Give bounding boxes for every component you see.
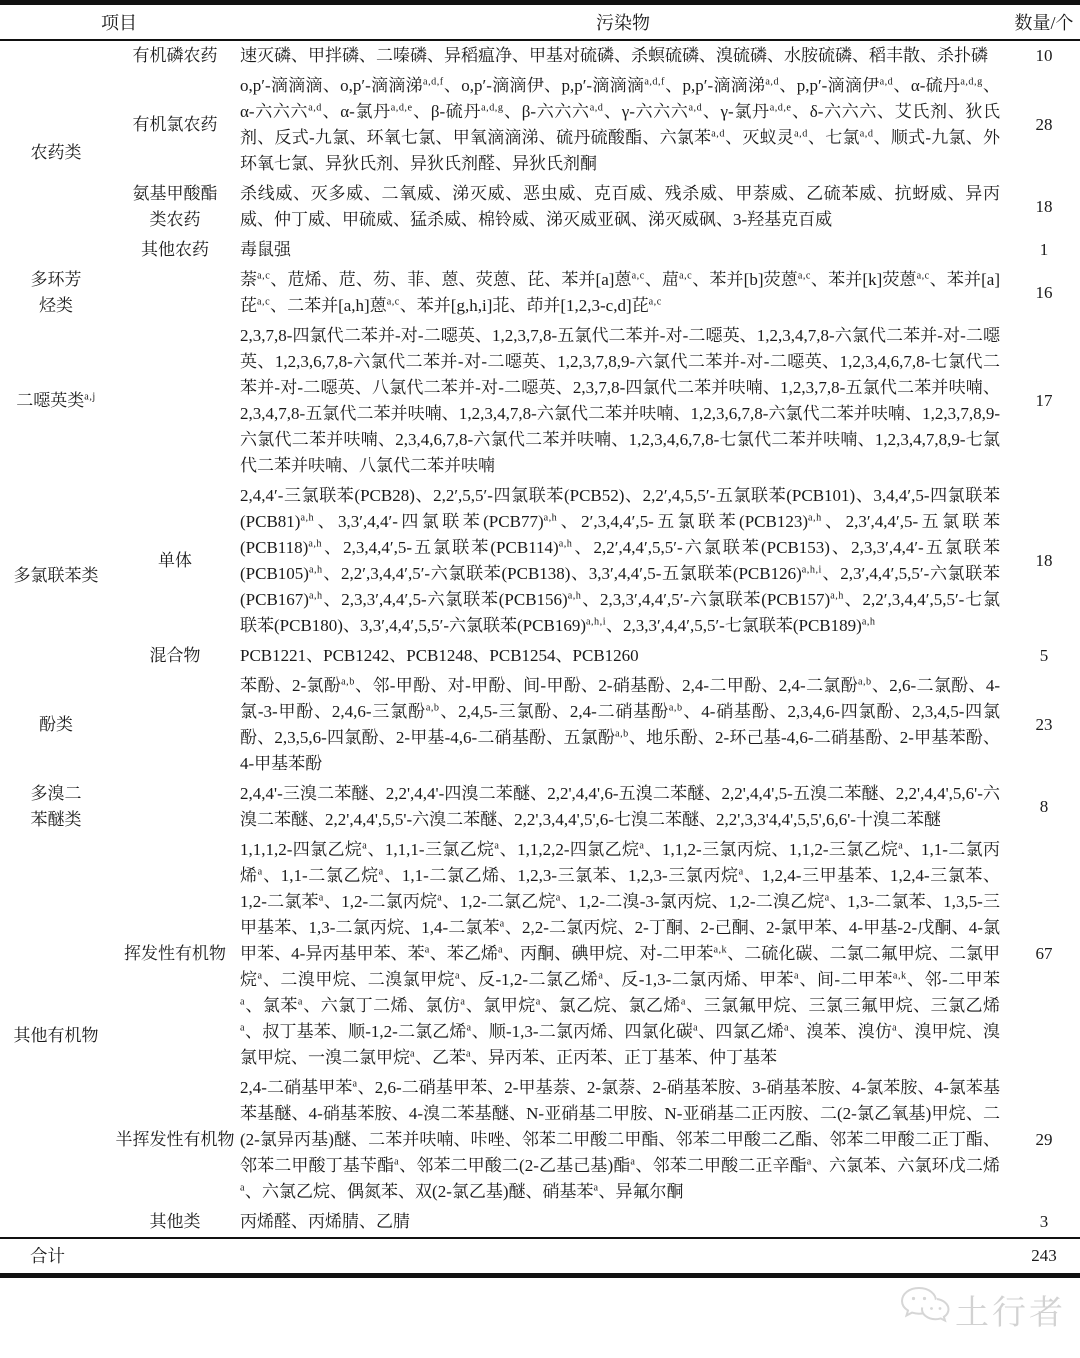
col-header-item: 项目 [101, 13, 137, 33]
category-cell: 农药类 [30, 143, 82, 162]
col-header-count: 数量/个 [1014, 13, 1074, 33]
table-row [0, 641, 1080, 671]
table-row [0, 265, 1080, 321]
subcategory-cell: 挥发性有机物 [124, 944, 226, 963]
subcategory-cell: 半挥发性有机物 [115, 1130, 235, 1149]
count-cell: 23 [1035, 715, 1053, 734]
subcategory-cell [112, 321, 238, 481]
chat-bubbles-icon [899, 1285, 951, 1334]
table-row [0, 235, 1080, 265]
count-cell: 18 [1035, 197, 1053, 216]
pollutants-cell: 毒鼠强 [240, 240, 291, 259]
subcategory-cell [112, 671, 238, 779]
subcategory-cell [112, 779, 238, 835]
table-body [0, 40, 1080, 1238]
subcategory-cell: 单体 [158, 551, 192, 570]
total-count: 243 [1031, 1246, 1057, 1265]
table-row [0, 179, 1080, 235]
col-header-pollutant: 污染物 [596, 13, 650, 33]
pollutants-cell: 萘$^{a,c}$、苊烯、苊、芴、菲、蒽、荧蒽、芘、苯并[a]蒽$^{a,c}$、䓛$^{a,c}$、苯并[b]荧蒽$^{a,c}$、苯并[k]荧蒽$^{a,c}$、苯并[a]芘$^{a,c}$、二苯并[a,h]蒽$^{a,c}$、苯并[g,h,i]苝、茚并[1,2,3-c,d]芘$^{a,c}$ [240, 270, 1001, 315]
pollutants-cell: PCB1221、PCB1242、PCB1248、PCB1254、PCB1260 [240, 646, 639, 665]
header-row [0, 3, 1080, 41]
subcategory-cell: 其他类 [149, 1212, 201, 1231]
total-row [0, 1238, 1080, 1276]
pollutants-cell: o,p′-滴滴滴、o,p′-滴滴涕$^{a,d,f}$、o,p′-滴滴伊、p,p′-滴滴滴$^{a,d,f}$、p,p′-滴滴涕$^{a,d}$、p,p′-滴滴伊$^{a,d}$、α-硫丹$^{a,d,g}$、α-六六六$^{a,d}$、α-氯丹$^{a,d,e}$、β-硫丹$^{a,d,g}$、β-六六六$^{a,d}$、γ-六六六$^{a,d}$、γ-氯丹$^{a,d,e}$、δ-六六六、艾氏剂、狄氏剂、反式-九氯、环氧七氯、甲氧滴滴涕、硫丹硫酸酯、六氯苯$^{a,d}$、灭蚁灵$^{a,d}$、七氯$^{a,d}$、顺式-九氯、外环氧七氯、异狄氏剂、异狄氏剂醛、异狄氏剂酮 [240, 76, 1001, 173]
category-cell: 酚类 [39, 715, 73, 734]
pollutants-cell: 2,4,4′-三氯联苯(PCB28)、2,2′,5,5′-四氯联苯(PCB52)、2,2′,4,5,5′-五氯联苯(PCB101)、3,4,4′,5-四氯联苯$(PCB81)^{a,h}$、3,3′,4,4′-四氯联苯$(PCB77)^{a,h}$、2′,3,4,4′,5-五氯联苯$(PCB123)^{a,h}$、2,3′,4,4′,5-五氯联苯$(PCB118)^{a,h}$、2,3,4,4′,5-五氯联苯$(PCB114)^{a,h}$、2,2′,4,4′,5,5′-六氯联苯(PCB153)、2,3,3′,4,4′-五氯联苯$(PCB105)^{a,h}$、2,2′,3,4,4′,5′-六氯联苯(PCB138)、3,3′,4,4′,5-五氯联苯$(PCB126)^{a,h,i}$、2,3′,4,4′,5,5′-六氯联苯$(PCB167)^{a,h}$、2,3,3′,4,4′,5-六氯联苯$(PCB156)^{a,h}$、2,3,3′,4,4′,5′-六氯联苯$(PCB157)^{a,h}$、2,2′,3,4,4′,5,5′-七氯联苯(PCB180)、3,3′,4,4′,5,5′-六氯联苯$(PCB169)^{a,h,i}$、2,3,3′,4,4′,5,5′-七氯联苯$(PCB189)^{a,h}$ [240, 486, 1000, 635]
category-cell: 多氯联苯类 [13, 566, 99, 585]
table-row [0, 40, 1080, 71]
table-row [0, 481, 1080, 641]
count-cell: 67 [1035, 944, 1053, 963]
subcategory-cell: 氨基甲酸酯 类农药 [132, 184, 218, 229]
watermark-text: 土行者 [955, 1294, 1066, 1332]
pollutants-cell: 1,1,1,2-四氯乙烷$^a$、1,1,1-三氯乙烷$^a$、1,1,2,2-四氯乙烷$^a$、1,1,2-三氯丙烷、1,1,2-三氯乙烷$^a$、1,1-二氯丙烯$^a$、1,1-二氯乙烷$^a$、1,1-二氯乙烯、1,2,3-三氯苯、1,2,3-三氯丙烷$^a$、1,2,4-三甲基苯、1,2,4-三氯苯、1,2-二氯苯$^a$、1,2-二氯丙烷$^a$、1,2-二氯乙烷$^a$、1,2-二溴-3-氯丙烷、1,2-二溴乙烷$^a$、1,3-二氯苯、1,3,5-三甲基苯、1,3-二氯丙烷、1,4-二氯苯$^a$、2,2-二氯丙烷、2-丁酮、2-己酮、2-氯甲苯、4-甲基-2-戊酮、4-氯甲苯、4-异丙基甲苯、苯$^a$、苯乙烯$^a$、丙酮、碘甲烷、对-二甲苯$^{a,k}$、二硫化碳、二氯二氟甲烷、二氯甲烷$^a$、二溴甲烷、二溴氯甲烷$^a$、反-1,2-二氯乙烯$^a$、反-1,3-二氯丙烯、甲苯$^a$、间-二甲苯$^{a,k}$、邻-二甲苯$^a$、氯苯$^a$、六氯丁二烯、氯仿$^a$、氯甲烷$^a$、氯乙烷、氯乙烯$^a$、三氯氟甲烷、三氯三氟甲烷、三氯乙烯$^a$、叔丁基苯、顺-1,2-二氯乙烯$^a$、顺-1,3-二氯丙烯、四氯化碳$^a$、四氯乙烯$^a$、溴苯、溴仿$^a$、溴甲烷、溴氯甲烷、一溴二氯甲烷$^a$、乙苯$^a$、异丙苯、正丙苯、正丁基苯、仲丁基苯 [240, 840, 1001, 1067]
subcategory-cell [112, 265, 238, 321]
category-cell: 其他有机物 [13, 1026, 99, 1045]
pollutants-cell: 2,4,4'-三溴二苯醚、2,2',4,4'-四溴二苯醚、2,2',4,4',6-五溴二苯醚、2,2',4,4',5-五溴二苯醚、2,2',4,4',5,6'-六溴二苯醚、2,2',4,4',5,5'-六溴二苯醚、2,2',3,4,4',5',6-七溴二苯醚、2,2',3,3'4,4',5,5',6,6'-十溴二苯醚 [240, 784, 1000, 829]
table-header [0, 3, 1080, 41]
table-row [0, 671, 1080, 779]
watermark [899, 1285, 1066, 1334]
subcategory-cell: 其他农药 [141, 240, 209, 259]
pollutants-cell: 杀线威、灭多威、二氧威、涕灭威、恶虫威、克百威、残杀威、甲萘威、乙硫苯威、抗蚜威、异丙威、仲丁威、甲硫威、猛杀威、棉铃威、涕灭威亚砜、涕灭威砜、3-羟基克百威 [240, 184, 1000, 229]
subcategory-cell: 有机磷农药 [132, 46, 218, 65]
table-footer [0, 1238, 1080, 1276]
count-cell: 10 [1035, 46, 1053, 65]
pollutants-cell: 速灭磷、甲拌磷、二嗪磷、异稻瘟净、甲基对硫磷、杀螟硫磷、溴硫磷、水胺硫磷、稻丰散、杀扑磷 [240, 46, 988, 65]
subcategory-cell: 有机氯农药 [132, 115, 218, 134]
count-cell: 17 [1035, 391, 1053, 410]
count-cell: 18 [1035, 551, 1053, 570]
count-cell: 29 [1035, 1130, 1053, 1149]
table-row [0, 1207, 1080, 1238]
category-cell: 多溴二 苯醚类 [30, 784, 82, 829]
table-row [0, 779, 1080, 835]
count-cell: 16 [1035, 283, 1053, 302]
pollutants-cell: 苯酚、2-氯酚$^{a,b}$、邻-甲酚、对-甲酚、间-甲酚、2-硝基酚、2,4-二甲酚、2,4-二氯酚$^{a,b}$、2,6-二氯酚、4-氯-3-甲酚、2,4,6-三氯酚$^{a,b}$、2,4,5-三氯酚、2,4-二硝基酚$^{a,b}$、4-硝基酚、2,3,4,6-四氯酚、2,3,4,5-四氯酚、2,3,5,6-四氯酚、2-甲基-4,6-二硝基酚、五氯酚$^{a,b}$、地乐酚、2-环己基-4,6-二硝基酚、2-甲基苯酚、4-甲基苯酚 [240, 676, 1001, 773]
pollutants-cell: 丙烯醛、丙烯腈、乙腈 [240, 1212, 410, 1231]
count-cell: 3 [1039, 1212, 1049, 1231]
count-cell: 28 [1035, 115, 1053, 134]
count-cell: 5 [1039, 646, 1049, 665]
table-row [0, 321, 1080, 481]
total-label: 合计 [30, 1246, 65, 1266]
table-row [0, 71, 1080, 179]
table-row [0, 1073, 1080, 1207]
pollutants-cell: 2,3,7,8-四氯代二苯并-对-二噁英、1,2,3,7,8-五氯代二苯并-对-二噁英、1,2,3,4,7,8-六氯代二苯并-对-二噁英、1,2,3,6,7,8-六氯代二苯并-对-二噁英、1,2,3,7,8,9-六氯代二苯并-对-二噁英、1,2,3,4,6,7,8-七氯代二苯并-对-二噁英、八氯代二苯并-对-二噁英、2,3,7,8-四氯代二苯并呋喃、1,2,3,7,8-五氯代二苯并呋喃、2,3,4,7,8-五氯代二苯并呋喃、1,2,3,4,7,8-六氯代二苯并呋喃、1,2,3,6,7,8-六氯代二苯并呋喃、1,2,3,7,8,9-六氯代二苯并呋喃、2,3,4,6,7,8-六氯代二苯并呋喃、1,2,3,4,6,7,8-七氯代二苯并呋喃、1,2,3,4,7,8,9-七氯代二苯并呋喃、八氯代二苯并呋喃 [240, 326, 1000, 475]
count-cell: 1 [1039, 240, 1049, 259]
category-cell: 多环芳 烃类 [30, 270, 82, 315]
count-cell: 8 [1039, 797, 1049, 816]
pollutants-cell: 2,4-二硝基甲苯$^a$、2,6-二硝基甲苯、2-甲基萘、2-氯萘、2-硝基苯胺、3-硝基苯胺、4-氯苯胺、4-氯苯基苯基醚、4-硝基苯胺、4-溴二苯基醚、N-亚硝基二甲胺、N-亚硝基二正丙胺、二(2-氯乙氧基)甲烷、二(2-氯异丙基)醚、二苯并呋喃、咔唑、邻苯二甲酸二甲酯、邻苯二甲酸二乙酯、邻苯二甲酸二正丁酯、邻苯二甲酸丁基苄酯$^a$、邻苯二甲酸二(2-乙基己基)酯$^a$、邻苯二甲酸二正辛酯$^a$、六氯苯、六氯环戊二烯$^a$、六氯乙烷、偶氮苯、双(2-氯乙基)醚、硝基苯$^a$、异氟尔酮 [240, 1078, 1001, 1201]
table-row [0, 835, 1080, 1073]
subcategory-cell: 混合物 [149, 646, 201, 665]
category-cell: 二噁英类$^{a,j}$ [16, 391, 96, 410]
